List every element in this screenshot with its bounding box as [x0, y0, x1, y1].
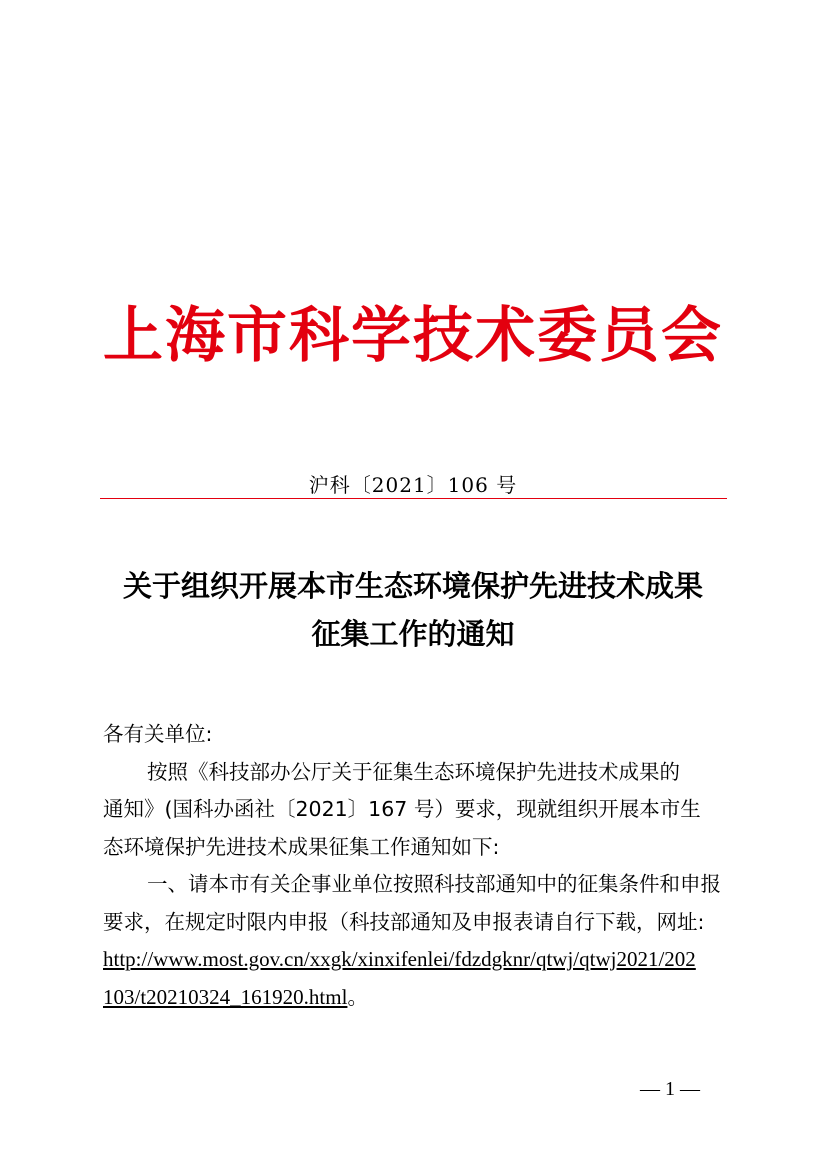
download-url-link-continued[interactable]: 103/t20210324_161920.html [103, 984, 348, 1009]
paragraph-1-line-2: 通知》(国科办函社〔2021〕167 号）要求，现就组织开展本市生 [103, 797, 701, 821]
issuing-authority-title: 上海市科学技术委员会 [103, 301, 723, 371]
document-number: 沪科〔2021〕106 号 [308, 473, 518, 497]
document-title-line-2: 征集工作的通知 [311, 617, 515, 651]
salutation: 各有关单位: [103, 722, 213, 746]
document-title-line-1: 关于组织开展本市生态环境保护先进技术成果 [122, 569, 703, 603]
document-title [90, 562, 736, 658]
paragraph-1-line-1: 按照《科技部办公厅关于征集生态环境保护先进技术成果的 [147, 759, 680, 784]
paragraph-2-line-1: 一、请本市有关企事业单位按照科技部通知中的征集条件和申报 [147, 872, 721, 896]
page-number: — 1 — [640, 1078, 700, 1100]
paragraph-2-line-2: 要求，在规定时限内申报（科技部通知及申报表请自行下载，网址: [103, 909, 705, 934]
paragraph-2-link-line-1 [103, 941, 727, 979]
document-body [103, 716, 727, 1016]
red-separator-line [100, 498, 727, 499]
download-url-link[interactable]: http://www.most.gov.cn/xxgk/xinxifenlei/fdzdgknr/qtwj/qtwj2021/202 [103, 947, 696, 971]
paragraph-1-line-3: 态环境保护先进技术成果征集工作通知如下: [103, 834, 500, 859]
paragraph-2-link-line-2 [103, 979, 727, 1017]
closing-punctuation: 。 [347, 984, 368, 1009]
